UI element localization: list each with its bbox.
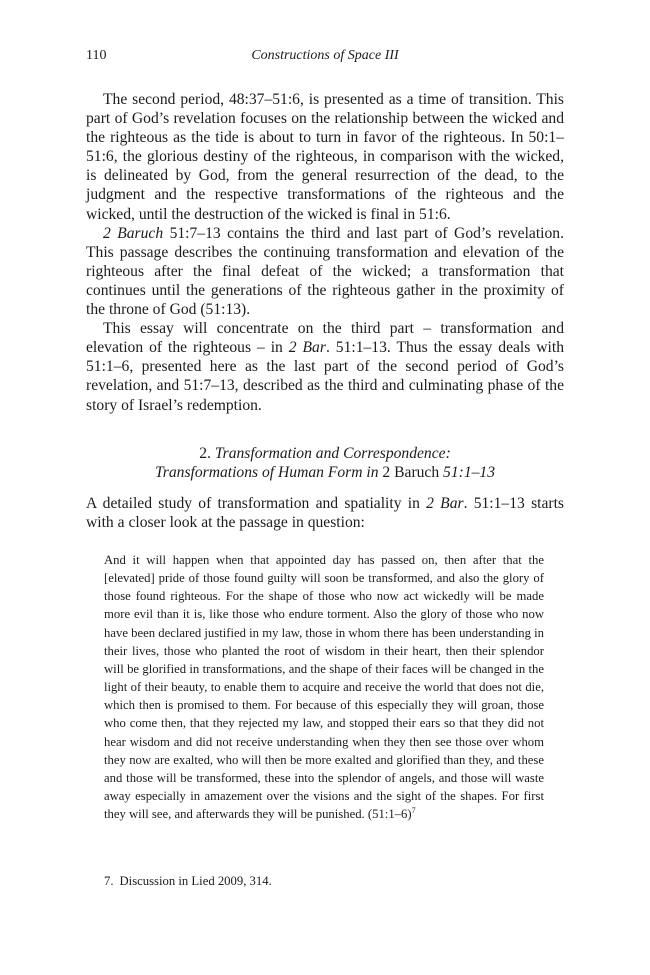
text-run: 2 Baruch bbox=[382, 464, 444, 481]
paragraph bbox=[86, 224, 564, 319]
running-head bbox=[86, 46, 564, 66]
italic-text: 2 Baruch bbox=[103, 224, 164, 242]
italic-text: 51:1–13 bbox=[443, 464, 496, 481]
quote-text: And it will happen when that appointed day has passed on, then after that the [elevated] pride of those found guilty will soon be transformed, and also the glory of those found righteous. For the shape of those who now act wickedly will be made more evil than it is, like those who endure torment. Also the glory of those who now have been declared justified in my law, those in whom there has been understanding in their lives, those who planted the root of wisdom in their heart, then their splendor will be glorified in transformations, and the shape of their faces will be changed in the light of their beauty, to enable them to acquire and receive the world that does not die, which then is promised to them. For because of this especially they will groan, those who come then, that they rejected my law, and stopped their ears so that they did not hear wisdom and did not receive understanding when they then see those over whom they now are exalted, who will then be more exalted and glorified than they, and these and those will be transformed, these into the splendor of angels, and those will waste away especially in amazement over the visions and the sight of the shapes. For first they will see, and afterwards they will be punished. (51:1–6) bbox=[104, 553, 544, 822]
text-run: The second period, 48:37–51:6, is presented as a time of transition. This part of God’s revelation focuses on the relationship between the wicked and the righteous as the tide is about to turn in favor of the righteous. In 50:1–51:6, the glorious destiny of the righteous, in comparison with the wicked, is delineated by God, from the general resurrection of the dead, to the judgment and the respective transformations of the righteous and the wicked, until the destruction of the wicked is final in 51:6. bbox=[86, 91, 564, 223]
text-run: . 51:1–13 starts with a closer look at the passage in question: bbox=[86, 495, 564, 532]
footnote-text: Discussion in Lied 2009, 314. bbox=[119, 874, 272, 888]
text-run: A detailed study of transformation and spatiality in bbox=[86, 495, 427, 512]
intro-text bbox=[86, 494, 564, 532]
text-run: This essay will concentrate on the third part – transformation and elevation of the righteous – in bbox=[86, 320, 564, 357]
text-run: 51:7–13 contains the third and last part of God’s revelation. This passage describes the continuing transformation and elevation of the righteous after the final defeat of the wicked; a transformation that continues until the generations of the righteous gather in the proximity of the throne of God (51:13). bbox=[86, 224, 564, 319]
footnote bbox=[104, 873, 544, 890]
italic-text: Transformations of Human Form in bbox=[154, 464, 383, 481]
footnote-number: 7. bbox=[104, 874, 114, 888]
paragraph bbox=[86, 90, 564, 224]
block-quote bbox=[104, 551, 544, 823]
section-heading bbox=[86, 444, 564, 482]
block-quote-text bbox=[104, 551, 544, 823]
paragraph bbox=[86, 319, 564, 414]
body-text bbox=[86, 90, 564, 415]
section-heading-line bbox=[86, 444, 564, 463]
italic-text: Transformation and Correspondence: bbox=[214, 445, 451, 462]
running-title: Constructions of Space III bbox=[251, 48, 399, 63]
italic-text: 2 Bar bbox=[288, 339, 326, 357]
text-run: . 51:1–13. Thus the essay deals with 51:1–6, presented here as the last part of the second period of God’s revelation, and 51:7–13, described as the third and culminating phase of the story of Israel’s redemption. bbox=[86, 339, 564, 414]
footnote-ref: 7 bbox=[411, 806, 416, 816]
intro-paragraph bbox=[86, 494, 564, 532]
section-heading-line bbox=[86, 463, 564, 482]
italic-text: 2 Bar bbox=[426, 495, 464, 512]
page-number: 110 bbox=[86, 48, 107, 63]
text-run: 2. bbox=[199, 445, 215, 462]
